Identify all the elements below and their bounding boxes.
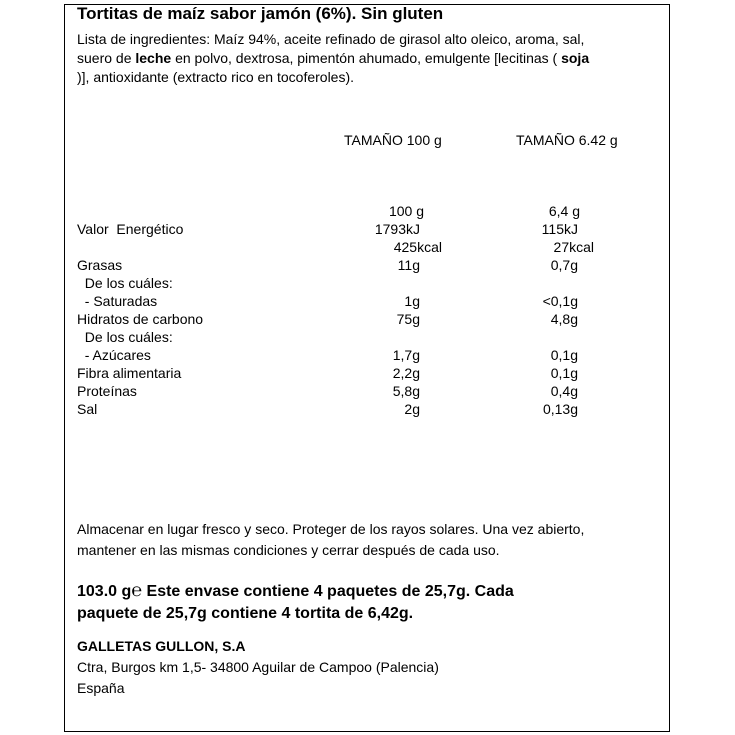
ingredients-line-1: Lista de ingredientes: Maíz 94%, aceite refinado de girasol alto oleico, aroma, sal, [77, 31, 585, 47]
col2-portion: 6,4 g [548, 203, 580, 219]
nutrient-value-portion: 115kJ [541, 221, 578, 237]
nutrient-value-100g: 1793kJ [374, 221, 420, 237]
net-weight-block [77, 579, 514, 625]
nutrient-value-100g: 2,2g [392, 365, 420, 381]
estimated-sign-icon: ℮ [131, 580, 143, 600]
nutrient-value-portion: 0,7g [550, 257, 578, 273]
allergen-leche: leche [135, 50, 172, 66]
nutrient-value-100g: 1,7g [392, 347, 420, 363]
nutrient-value-100g: 2g [404, 401, 420, 417]
nutrient-value-portion: 0,1g [550, 365, 578, 381]
weight-line-1 [77, 579, 514, 603]
ingredients-line-2 [77, 49, 657, 68]
nutrient-value-portion: 27kcal [553, 239, 594, 255]
nutrient-value-100g: 1g [404, 293, 420, 309]
col2-header: TAMAÑO 6.42 g [516, 132, 618, 148]
nutrient-label: Hidratos de carbono [77, 311, 204, 327]
nutrient-value-100g: 425kcal [393, 239, 442, 255]
nutrient-label: De los cuáles: [77, 329, 173, 345]
nutrient-label: Fibra alimentaria [77, 365, 182, 381]
nutrient-value-portion: 4,8g [550, 311, 578, 327]
package-info: Este envase contiene 4 paquetes de 25,7g. Cada [142, 583, 514, 600]
company-country: España [77, 680, 125, 696]
nutrient-value-portion: 0,1g [550, 347, 578, 363]
ingredients-line-3: )], antioxidante (extracto rico en tocoferoles). [77, 69, 355, 85]
nutrient-label: Proteínas [77, 383, 137, 399]
product-title: Tortitas de maíz sabor jamón (6%). Sin gluten [77, 4, 444, 23]
net-weight: 103.0 g [77, 583, 132, 600]
nutrient-value-portion: <0,1g [542, 293, 578, 309]
storage-line-2: mantener en las mismas condiciones y cerrar después de cada uso. [77, 542, 500, 558]
ingredients-text: suero de [77, 50, 136, 66]
nutrient-label: De los cuáles: [77, 275, 173, 291]
nutrient-label: Sal [77, 401, 98, 417]
nutrient-label: - Azúcares [77, 347, 151, 363]
nutrient-label: Valor Energético [77, 221, 184, 237]
weight-line-2: paquete de 25,7g contiene 4 tortita de 6,42g. [77, 605, 414, 622]
nutrient-value-100g: 75g [396, 311, 420, 327]
nutrient-value-portion: 0,13g [542, 401, 578, 417]
col1-header: TAMAÑO 100 g [344, 132, 442, 148]
company-info [77, 636, 439, 699]
col1-portion: 100 g [388, 203, 424, 219]
nutrient-value-portion: 0,4g [550, 383, 578, 399]
storage-instructions [77, 519, 584, 561]
nutrient-value-100g: 5,8g [392, 383, 420, 399]
nutrient-label: Grasas [77, 257, 123, 273]
storage-line-1: Almacenar en lugar fresco y seco. Proteger de los rayos solares. Una vez abierto, [77, 521, 585, 537]
ingredients-list [77, 30, 657, 87]
nutrient-value-100g: 11g [397, 257, 420, 273]
ingredients-text: en polvo, dextrosa, pimentón ahumado, emulgente [lecitinas ( [171, 50, 562, 66]
company-address: Ctra, Burgos km 1,5- 34800 Aguilar de Campoo (Palencia) [77, 659, 439, 675]
company-name: GALLETAS GULLON, S.A [77, 638, 246, 654]
allergen-soja: soja [561, 50, 590, 66]
nutrient-label: - Saturadas [77, 293, 158, 309]
